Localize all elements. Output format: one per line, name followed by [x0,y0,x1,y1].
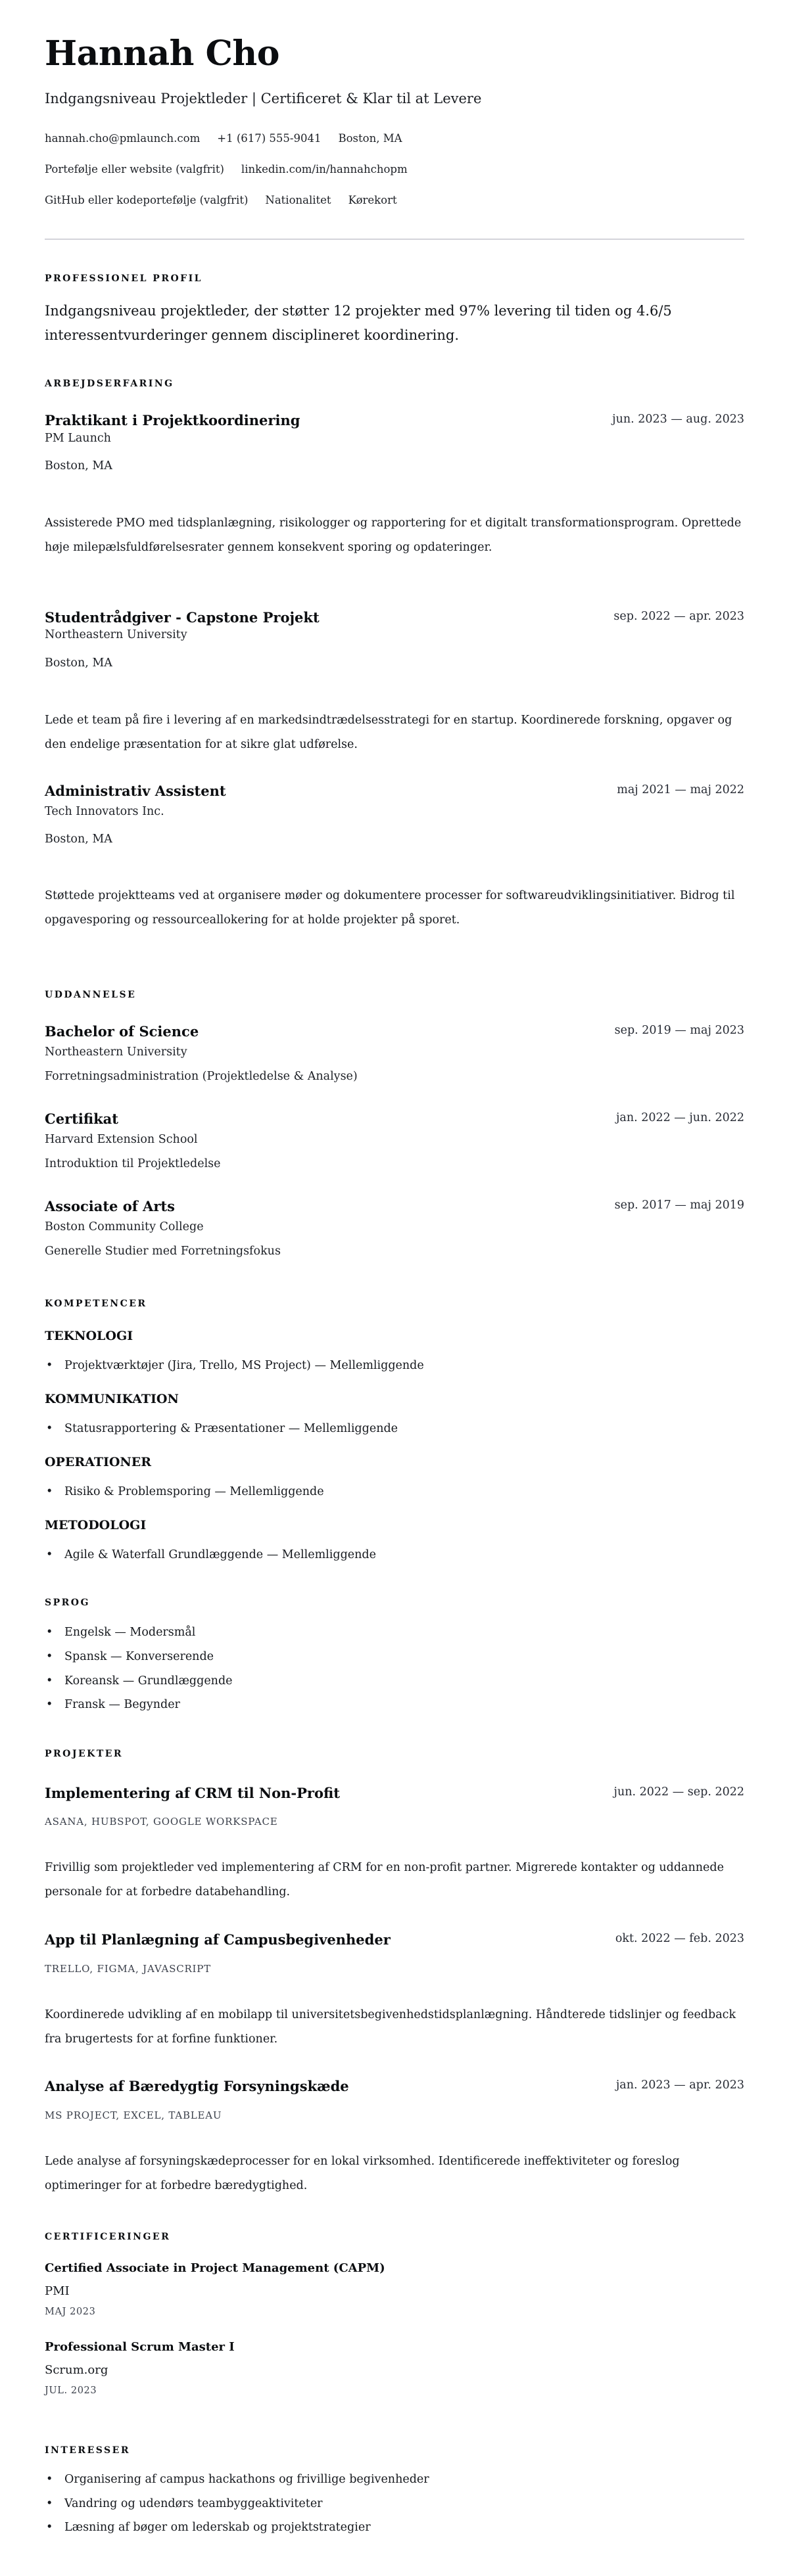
job-dates: sep. 2022 — apr. 2023 [613,610,744,623]
contact-drivers-license: Kørekort [348,194,397,206]
language-item: • Spansk — Konverserende [45,1650,214,1663]
job-company: PM Launch [45,432,111,445]
language-item: • Koreansk — Grundlæggende [45,1674,233,1688]
degree-title: Certifikat [45,1111,118,1127]
contact-github[interactable]: GitHub eller kodeportefølje (valgfrit) [45,194,249,206]
skill-category: OPERATIONER [45,1455,152,1469]
interest-item: • Vandring og udendørs teambyggeaktiviteter [45,2497,323,2510]
job-title: Administrativ Assistent [45,783,226,799]
profile-summary: Indgangsniveau projektleder, der støtter 12 projekter med 97% levering til tiden og 4.6/5 interessentvurderinger gennem disciplineret koordinering. [45,303,672,343]
project-title: App til Planlægning af Campusbegivenheder [45,1931,391,1948]
certification-date: MAJ 2023 [45,2307,96,2317]
project-title: Analyse af Bæredygtig Forsyningskæde [45,2078,349,2094]
project-dates: jun. 2022 — sep. 2022 [613,1785,744,1799]
certification-issuer: PMI [45,2284,70,2298]
job-location: Boston, MA [45,656,112,670]
language-item: • Engelsk — Modersmål [45,1626,195,1639]
certification-name: Certified Associate in Project Management (CAPM) [45,2261,385,2275]
project-tech-stack: TRELLO, FIGMA, JAVASCRIPT [45,1963,211,1975]
section-title-education: UDDANNELSE [45,990,137,1000]
interest-item: • Læsning af bøger om lederskab og projektstrategier [45,2521,371,2534]
skill-item: • Risiko & Problemsporing — Mellemliggende [45,1485,324,1498]
field-of-study: Introduktion til Projektledelse [45,1157,221,1170]
section-title-skills: KOMPETENCER [45,1299,147,1309]
candidate-tagline: Indgangsniveau Projektleder | Certificeret & Klar til at Levere [45,91,482,106]
contact-line-extra [45,194,414,206]
field-of-study: Forretningsadministration (Projektledelse & Analyse) [45,1070,358,1083]
job-description: Assisterede PMO med tidsplanlægning, risikologger og rapportering for et digitalt transformationsprogram. Oprettede høje milepælsfuldførelsesrater gennem konsekvent sporing og opdateringer. [45,517,742,554]
education-dates: sep. 2017 — maj 2019 [614,1199,744,1212]
project-description: Koordinerede udvikling af en mobilapp til universitetsbegivenhedstidsplanlægning. Håndterede tidslinjer og feedback fra brugertests for at forfine funktioner. [45,2008,736,2046]
skill-item: • Statusrapportering & Præsentationer — Mellemliggende [45,1422,398,1435]
project-description: Lede analyse af forsyningskædeprocesser for en lokal virksomhed. Identificerede ineffektiviteter og foreslog optimeringer for at forbedre bæredygtighed. [45,2155,680,2192]
project-tech-stack: MS PROJECT, EXCEL, TABLEAU [45,2109,222,2121]
contact-linkedin[interactable]: linkedin.com/in/hannahchopm [241,163,408,175]
project-title: Implementering af CRM til Non-Profit [45,1785,340,1801]
job-dates: maj 2021 — maj 2022 [617,783,744,796]
section-title-interests: INTERESSER [45,2445,130,2456]
section-title-projects: PROJEKTER [45,1749,124,1759]
job-description: Lede et team på fire i levering af en markedsindtrædelsesstrategi for en startup. Koordinerede forskning, opgaver og den endelige præsentation for at sikre glat udførelse. [45,714,732,751]
skill-category: TEKNOLOGI [45,1329,133,1343]
language-item: • Fransk — Begynder [45,1698,180,1711]
contact-line-links [45,163,425,175]
skill-category: KOMMUNIKATION [45,1392,179,1406]
section-title-experience: ARBEJDSERFARING [45,379,174,389]
skill-item: • Agile & Waterfall Grundlæggende — Mellemliggende [45,1548,376,1561]
certification-name: Professional Scrum Master I [45,2340,235,2354]
candidate-name: Hannah Cho [45,34,279,74]
header-divider [45,239,744,240]
degree-title: Associate of Arts [45,1198,175,1214]
job-company: Tech Innovators Inc. [45,805,164,818]
certification-date: JUL. 2023 [45,2385,97,2396]
contact-portfolio[interactable]: Portefølje eller website (valgfrit) [45,163,224,175]
section-title-certifications: CERTIFICERINGER [45,2232,171,2242]
skill-item: • Projektværktøjer (Jira, Trello, MS Project) — Mellemliggende [45,1359,424,1372]
education-dates: sep. 2019 — maj 2023 [614,1024,744,1037]
school-name: Harvard Extension School [45,1133,198,1146]
skill-category: METODOLOGI [45,1518,147,1532]
job-company: Northeastern University [45,628,187,641]
contact-nationality: Nationalitet [265,194,331,206]
education-dates: jan. 2022 — jun. 2022 [615,1111,744,1124]
job-dates: jun. 2023 — aug. 2023 [612,413,744,426]
project-tech-stack: ASANA, HUBSPOT, GOOGLE WORKSPACE [45,1816,278,1828]
job-title: Praktikant i Projektkoordinering [45,412,300,428]
project-dates: jan. 2023 — apr. 2023 [615,2079,744,2092]
project-description: Frivillig som projektleder ved implementering af CRM for en non-profit partner. Migrerede kontakter og uddannede personale for at forbedre databehandling. [45,1861,724,1898]
degree-title: Bachelor of Science [45,1023,199,1040]
section-title-profile: PROFESSIONEL PROFIL [45,273,203,284]
certification-issuer: Scrum.org [45,2363,108,2377]
contact-location: Boston, MA [338,132,402,145]
school-name: Boston Community College [45,1220,204,1233]
job-location: Boston, MA [45,833,112,846]
contact-line-primary [45,132,419,145]
contact-email[interactable]: hannah.cho@pmlaunch.com [45,132,201,145]
section-title-languages: SPROG [45,1598,90,1608]
contact-phone[interactable]: +1 (617) 555-9041 [217,132,322,145]
job-title: Studentrådgiver - Capstone Projekt [45,609,320,626]
job-location: Boston, MA [45,459,112,472]
school-name: Northeastern University [45,1046,187,1059]
field-of-study: Generelle Studier med Forretningsfokus [45,1245,281,1258]
job-description: Støttede projektteams ved at organisere møder og dokumentere processer for softwareudviklingsinitiativer. Bidrog til opgavesporing og ressourceallokering for at holde projekter på sporet. [45,889,735,927]
project-dates: okt. 2022 — feb. 2023 [615,1932,744,1945]
interest-item: • Organisering af campus hackathons og frivillige begivenheder [45,2473,429,2486]
